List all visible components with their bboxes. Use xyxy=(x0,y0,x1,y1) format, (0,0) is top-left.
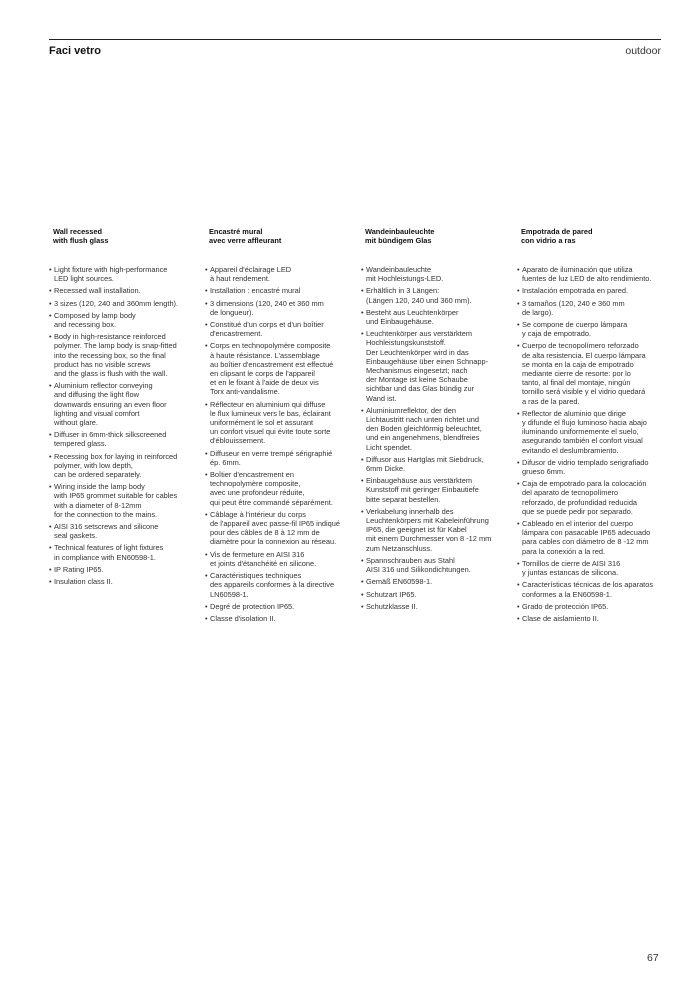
list-item: • Reflector de aluminio que dirige y difunde el flujo luminoso hacia abajo iluminando uniformemente el suelo, asegurando también el confort visual evitando el deslumbramiento. xyxy=(517,409,662,455)
list-item: • Erhältlich in 3 Längen: (Längen 120, 240 und 360 mm). xyxy=(361,286,506,304)
list-item: • Cuerpo de tecnopolímero reforzado de alta resistencia. El cuerpo lámpara se monta en la caja de empotrado mediante cierre de resorte: por lo tanto, al final del montaje, ningún tornillo será visible y el vidrio quedará a ras de la pared. xyxy=(517,341,662,405)
list-item: • Wandeinbauleuchte mit Hochleistungs-LED. xyxy=(361,265,506,283)
list-item: • Recessing box for laying in reinforced polymer, with low depth, can be ordered separately. xyxy=(49,452,194,480)
list-item: • Aluminium reflector conveying and diffusing the light flow downwards ensuring an even floor lighting and visual comfort without glare. xyxy=(49,381,194,427)
list-item: • Schutzart IP65. xyxy=(361,590,506,599)
list-item: • Características técnicas de los aparatos conformes a la EN60598-1. xyxy=(517,580,662,598)
column-heading: Wall recessed with flush glass xyxy=(53,227,109,245)
column-spanish xyxy=(517,227,662,626)
page-number: 67 xyxy=(647,952,659,964)
list-item: • Clase de aislamiento II. xyxy=(517,614,662,623)
list-item: • Difusor de vidrio templado serigrafiado grueso 6mm. xyxy=(517,458,662,476)
list-item: • Grado de protección IP65. xyxy=(517,602,662,611)
column-heading: Wandeinbauleuchte mit bündigem Glas xyxy=(365,227,435,245)
list-item: • Aparato de iluminación que utiliza fuentes de luz LED de alto rendimiento. xyxy=(517,265,662,283)
list-item: • Spannschrauben aus Stahl AISI 316 und Silikondichtungen. xyxy=(361,556,506,574)
feature-list xyxy=(49,265,194,586)
column-french xyxy=(205,227,350,626)
list-item: • 3 tamaños (120, 240 e 360 mm de largo). xyxy=(517,299,662,317)
list-item: • Appareil d'éclairage LED à haut rendement. xyxy=(205,265,350,283)
list-item: • Tornillos de cierre de AISI 316 y juntas estancas de silicona. xyxy=(517,559,662,577)
list-item: • Classe d'isolation II. xyxy=(205,614,350,623)
list-item: • Câblage à l'intérieur du corps de l'appareil avec passe-fil IP65 indiqué pour des câbles de 8 à 12 mm de diamètre pour la connexion au réseau. xyxy=(205,510,350,547)
list-item: • Diffuser in 6mm-thick silkscreened tempered glass. xyxy=(49,430,194,448)
list-item: • IP Rating IP65. xyxy=(49,565,194,574)
list-item: • 3 sizes (120, 240 and 360mm length). xyxy=(49,299,194,308)
list-item: • 3 dimensions (120, 240 et 360 mm de longueur). xyxy=(205,299,350,317)
list-item: • Corps en technopolymère composite à haute résistance. L'assemblage au boîtier d'encastrement est effectué en clipsant le corps de l'appareil et en le fixant à l'aide de deux vis Torx anti-vandalisme. xyxy=(205,341,350,396)
feature-list xyxy=(517,265,662,623)
column-german xyxy=(361,227,506,614)
column-english xyxy=(49,227,194,589)
list-item: • Diffuseur en verre trempé sérigraphié ép. 6mm. xyxy=(205,449,350,467)
list-item: • Technical features of light fixtures in compliance with EN60598-1. xyxy=(49,543,194,561)
list-item: • Installation : encastré mural xyxy=(205,286,350,295)
list-item: • Cableado en el interior del cuerpo lámpara con pasacable IP65 adecuado para cables con diámetro de 8 -12 mm para la conexión a la red. xyxy=(517,519,662,556)
list-item: • Body in high-resistance reinforced polymer. The lamp body is snap-fitted into the recessing box, so the final product has no visible screws and the glass is flush with the wall. xyxy=(49,332,194,378)
list-item: • Verkabelung innerhalb des Leuchtenkörpers mit Kabeleinführung IP65, die geeignet ist für Kabel mit einem Durchmesser von 8 -12 mm zum Netzanschluss. xyxy=(361,507,506,553)
list-item: • Caractéristiques techniques des appareils conformes à la directive LN60598-1. xyxy=(205,571,350,599)
list-item: • Light fixture with high-performance LED light sources. xyxy=(49,265,194,283)
list-item: • Se compone de cuerpo lámpara y caja de empotrado. xyxy=(517,320,662,338)
list-item: • Schutzklasse II. xyxy=(361,602,506,611)
list-item: • Insulation class II. xyxy=(49,577,194,586)
list-item: • Gemäß EN60598-1. xyxy=(361,577,506,586)
column-heading: Encastré mural avec verre affleurant xyxy=(209,227,282,245)
list-item: • Diffusor aus Hartglas mit Siebdruck, 6mm Dicke. xyxy=(361,455,506,473)
list-item: • Besteht aus Leuchtenkörper und Einbaugehäuse. xyxy=(361,308,506,326)
column-heading: Empotrada de pared con vidrio a ras xyxy=(521,227,593,245)
list-item: • Caja de empotrado para la colocación del aparato de tecnopolímero reforzado, de profundidad reducida que se puede pedir por separado. xyxy=(517,479,662,516)
list-item: • Réflecteur en aluminium qui diffuse le flux lumineux vers le bas, éclairant uniformément le sol et assurant un confort visuel qui évite toute sorte d'éblouissement. xyxy=(205,400,350,446)
list-item: • Einbaugehäuse aus verstärktem Kunststoff mit geringer Einbautiefe bitte separat bestellen. xyxy=(361,476,506,504)
page-header xyxy=(49,39,661,60)
list-item: • Instalación empotrada en pared. xyxy=(517,286,662,295)
list-item: • Recessed wall installation. xyxy=(49,286,194,295)
feature-list xyxy=(205,265,350,623)
list-item: • Constitué d'un corps et d'un boîtier d'encastrement. xyxy=(205,320,350,338)
feature-list xyxy=(361,265,506,611)
list-item: • Vis de fermeture en AISI 316 et joints d'étanchéité en silicone. xyxy=(205,550,350,568)
list-item: • Leuchtenkörper aus verstärktem Hochleistungskunststoff. Der Leuchtenkörper wird in das Einbaugehäuse über einen Schnapp- Mechanismus eingesetzt; nach der Montage ist keine Schaube sichtbar und das Glas bündig zur Wand ist. xyxy=(361,329,506,403)
list-item: • Degré de protection IP65. xyxy=(205,602,350,611)
section-label: outdoor xyxy=(625,45,661,57)
list-item: • Boîtier d'encastrement en technopolymère composite, avec une profondeur réduite, qui peut être commandé séparément. xyxy=(205,470,350,507)
page-title: Faci vetro xyxy=(49,45,101,57)
list-item: • AISI 316 setscrews and silicone seal gaskets. xyxy=(49,522,194,540)
list-item: • Aluminiumreflektor, der den Lichtaustritt nach unten richtet und den Boden gleichförmig beleuchtet, und ein angenehmens, blendfreies Licht spendet. xyxy=(361,406,506,452)
list-item: • Wiring inside the lamp body with IP65 grommet suitable for cables with a diameter of 8-12mm for the connection to the mains. xyxy=(49,482,194,519)
list-item: • Composed by lamp body and recessing box. xyxy=(49,311,194,329)
